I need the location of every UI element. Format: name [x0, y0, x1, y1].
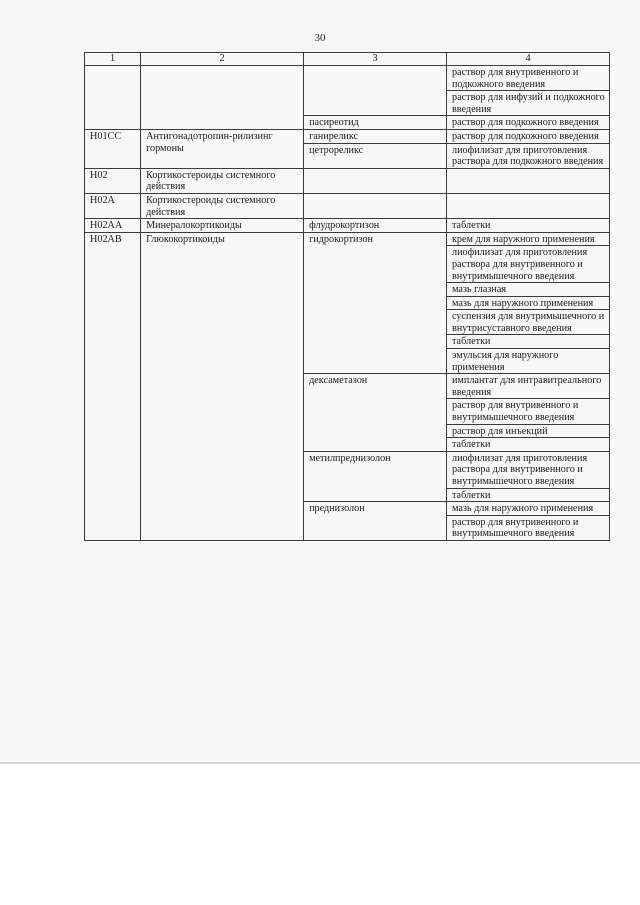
- drug-name: цетрореликс: [304, 143, 447, 168]
- drug-name: метилпреднизолон: [304, 451, 447, 501]
- dosage-form: [446, 193, 609, 218]
- dosage-form: суспензия для внутримышечного и внутрисуставного введения: [446, 310, 609, 335]
- group-name: Антигонадотропин-рилизинг гормоны: [141, 129, 304, 168]
- dosage-form: раствор для внутривенного и внутримышечного введения: [446, 399, 609, 424]
- column-header: 1: [85, 53, 141, 66]
- drug-table: [84, 52, 610, 541]
- dosage-form: таблетки: [446, 335, 609, 349]
- drug-name: [304, 168, 447, 193]
- group-name: Минералокортикоиды: [141, 219, 304, 233]
- dosage-form: имплантат для интравитреального введения: [446, 374, 609, 399]
- table-row: [85, 232, 610, 246]
- dosage-form: таблетки: [446, 488, 609, 502]
- atc-code: H01CC: [85, 129, 141, 168]
- column-header: 2: [141, 53, 304, 66]
- dosage-form: раствор для внутривенного и подкожного введения: [446, 66, 609, 91]
- column-header: 4: [446, 53, 609, 66]
- table-row: [85, 129, 610, 143]
- atc-code: H02AB: [85, 232, 141, 540]
- dosage-form: [446, 168, 609, 193]
- atc-code: H02AA: [85, 219, 141, 233]
- dosage-form: мазь для наружного применения: [446, 296, 609, 310]
- drug-name: [304, 193, 447, 218]
- dosage-form: раствор для подкожного введения: [446, 116, 609, 130]
- column-header: 3: [304, 53, 447, 66]
- dosage-form: раствор для подкожного введения: [446, 129, 609, 143]
- dosage-form: мазь глазная: [446, 283, 609, 297]
- table-row: [85, 193, 610, 218]
- group-name: Глюкокортикоиды: [141, 232, 304, 540]
- dosage-form: таблетки: [446, 219, 609, 233]
- table-row: [85, 66, 610, 91]
- dosage-form: лиофилизат для приготовления раствора для внутривенного и внутримышечного введения: [446, 451, 609, 488]
- table-body: [85, 66, 610, 541]
- drug-name: [304, 66, 447, 116]
- group-name: Кортикостероиды системного действия: [141, 168, 304, 193]
- drug-name: гидрокортизон: [304, 232, 447, 374]
- atc-code: H02: [85, 168, 141, 193]
- dosage-form: мазь для наружного применения: [446, 502, 609, 516]
- group-name: [141, 66, 304, 130]
- table-row: [85, 219, 610, 233]
- dosage-form: раствор для внутривенного и внутримышечного введения: [446, 515, 609, 540]
- drug-name: флудрокортизон: [304, 219, 447, 233]
- table-row: [85, 168, 610, 193]
- page-number: 30: [314, 32, 326, 44]
- atc-code: [85, 66, 141, 130]
- drug-name: пасиреотид: [304, 116, 447, 130]
- header-row: [85, 53, 610, 66]
- dosage-form: лиофилизат для приготовления раствора для внутривенного и внутримышечного введения: [446, 246, 609, 283]
- atc-code: H02A: [85, 193, 141, 218]
- dosage-form: лиофилизат для приготовления раствора для подкожного введения: [446, 143, 609, 168]
- dosage-form: раствор для инфузий и подкожного введения: [446, 91, 609, 116]
- dosage-form: крем для наружного применения: [446, 232, 609, 246]
- drug-name: преднизолон: [304, 502, 447, 541]
- dosage-form: эмульсия для наружного применения: [446, 349, 609, 374]
- dosage-form: таблетки: [446, 438, 609, 452]
- group-name: Кортикостероиды системного действия: [141, 193, 304, 218]
- drug-name: дексаметазон: [304, 374, 447, 452]
- drug-name: ганиреликс: [304, 129, 447, 143]
- dosage-form: раствор для инъекций: [446, 424, 609, 438]
